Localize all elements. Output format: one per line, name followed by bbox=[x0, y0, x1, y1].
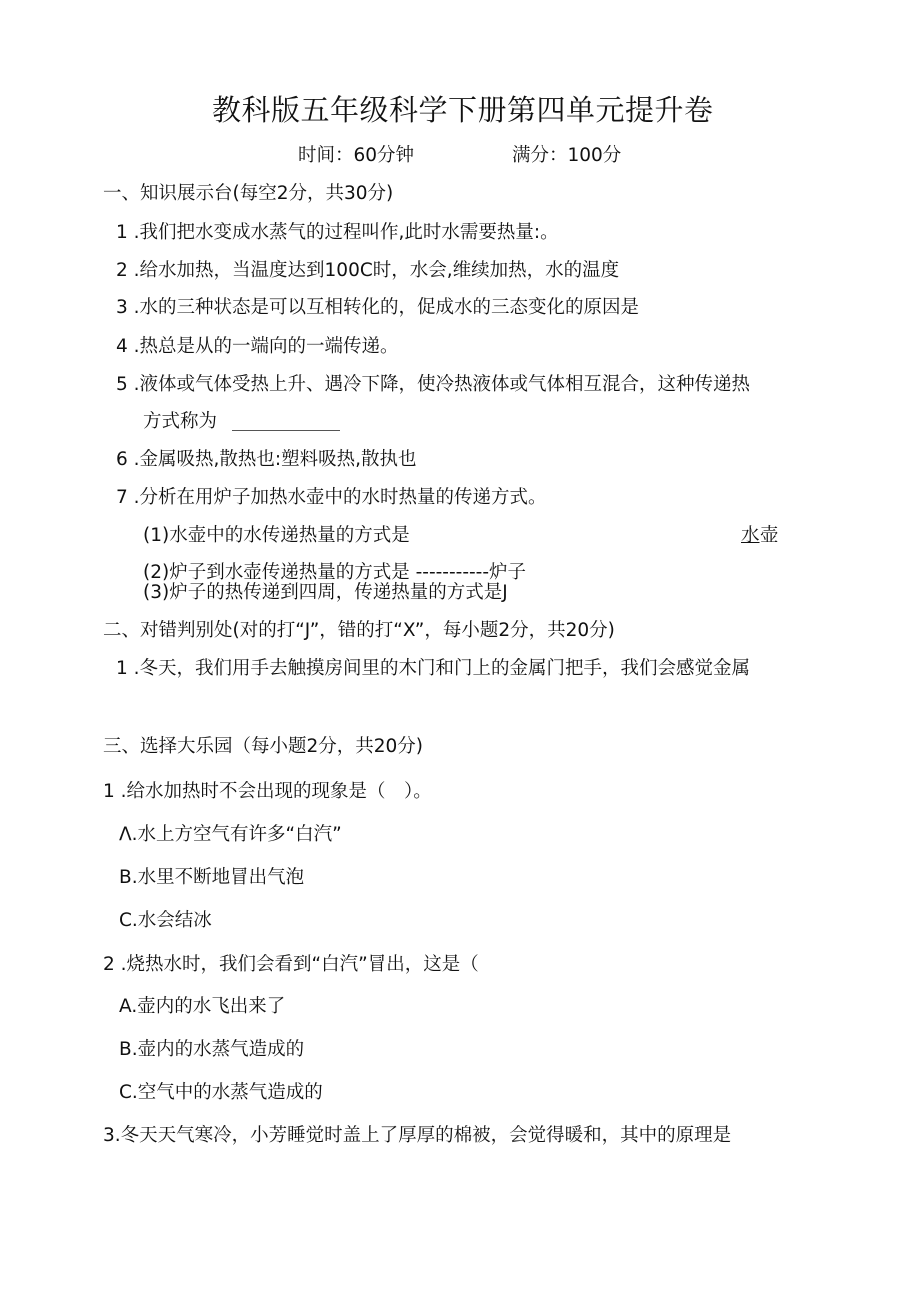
s1-question-4: 4 .热总是从的一端向的一端传递。 bbox=[116, 336, 399, 357]
s1-question-7-part-3: (3)炉子的热传递到四周，传递热量的方式是J bbox=[143, 582, 508, 603]
s3-question-3: 3.冬天天气寒冷，小芳睡觉时盖上了厚厚的棉被，会觉得暖和，其中的原理是 bbox=[103, 1125, 732, 1146]
exam-full-score: 满分：100分 bbox=[512, 145, 622, 166]
s1-question-6: 6 .金属吸热,散热也:塑料吸热,散执也 bbox=[116, 449, 417, 470]
s1-question-7: 7 .分析在用炉子加热水壶中的水时热量的传递方式。 bbox=[116, 487, 547, 508]
answer-blank bbox=[232, 430, 340, 431]
s3-q1-option-a: Λ.水上方空气有许多“白汽” bbox=[119, 824, 342, 845]
page-title: 教科版五年级科学下册第四单元提升卷 bbox=[212, 93, 714, 127]
s3-q2-option-c: C.空气中的水蒸气造成的 bbox=[119, 1082, 323, 1103]
s3-q1-option-b: B.水里不断地冒出气泡 bbox=[119, 867, 305, 888]
section-3-heading: 三、选择大乐园（每小题2分，共20分) bbox=[103, 736, 424, 757]
exam-time: 时间：60分钟 bbox=[298, 145, 415, 166]
kettle-label-char-2: 壶 bbox=[760, 525, 779, 546]
s1-question-7-part-1: (1)水壶中的水传递热量的方式是 bbox=[143, 525, 410, 546]
s3-q2-option-a: A.壶内的水飞出来了 bbox=[119, 996, 286, 1017]
section-2-heading: 二、对错判别处(对的打“J”，错的打“X”，每小题2分，共20分) bbox=[103, 620, 615, 641]
s1-question-5-line-1: 5 .液体或气体受热上升、遇冷下降，使冷热液体或气体相互混合，这种传递热 bbox=[116, 374, 751, 395]
s2-question-1: 1 .冬天，我们用手去触摸房间里的木门和门上的金属门把手，我们会感觉金属 bbox=[116, 658, 751, 679]
s1-question-7-part-2: (2)炉子到水壶传递热量的方式是 -----------炉子 bbox=[143, 562, 527, 583]
section-1-heading: 一、知识展示台(每空2分，共30分) bbox=[103, 183, 394, 204]
s3-question-1: 1 .给水加热时不会出现的现象是（ ）。 bbox=[103, 781, 432, 802]
s3-question-2: 2 .烧热水时，我们会看到“白汽”冒出，这是（ bbox=[103, 954, 479, 975]
kettle-label-char-1: 水 bbox=[741, 525, 760, 546]
s1-question-1: 1 .我们把水变成水蒸气的过程叫作,此时水需要热量:。 bbox=[116, 222, 559, 243]
s1-question-2: 2 .给水加热，当温度达到100C时，水会,维续加热，水的温度 bbox=[116, 260, 620, 281]
s1-question-5-line-2: 方式称为 bbox=[143, 411, 218, 432]
s3-q1-option-c: C.水会结冰 bbox=[119, 910, 212, 931]
s3-q2-option-b: B.壶内的水蒸气造成的 bbox=[119, 1039, 305, 1060]
s1-question-3: 3 .水的三种状态是可以互相转化的，促成水的三态变化的原因是 bbox=[116, 297, 640, 318]
